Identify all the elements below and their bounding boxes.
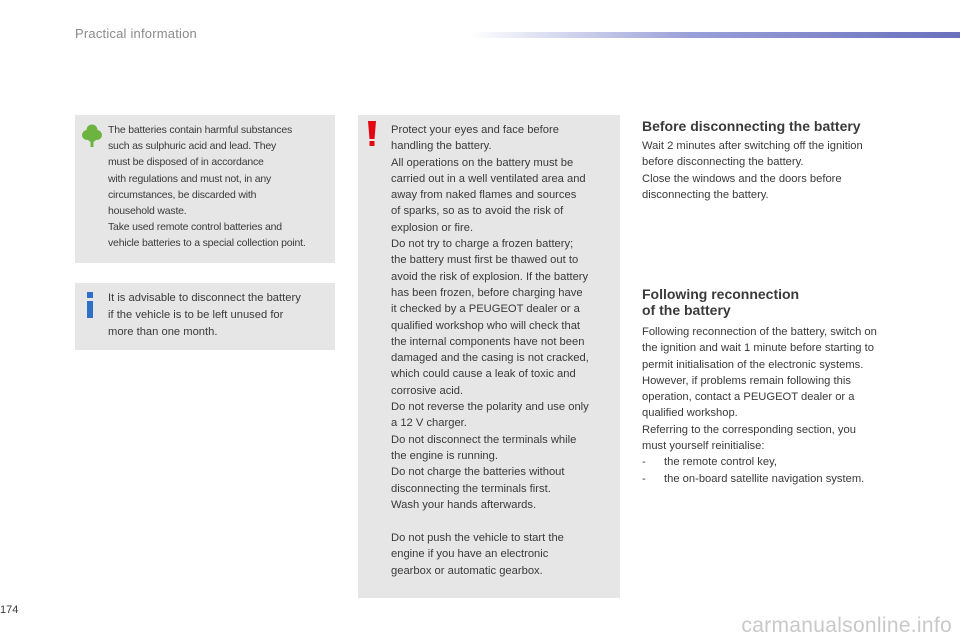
text-line: before disconnecting the battery. (642, 156, 804, 169)
text-line: explosion or fire. (391, 221, 474, 234)
text-line: Referring to the corresponding section, you (642, 423, 856, 436)
following-reconnection-text (642, 324, 908, 487)
text-line: All operations on the battery must be (391, 156, 574, 169)
text-line: qualified workshop. (642, 407, 738, 420)
list-item (642, 471, 908, 487)
text-line: However, if problems remain following this (642, 374, 851, 387)
text-line: vehicle batteries to a special collection point. (108, 237, 306, 250)
text-line: more than one month. (108, 326, 218, 338)
text-line: such as sulphuric acid and lead. They (108, 140, 277, 153)
text-line: gearbox or automatic gearbox. (391, 564, 543, 577)
tree-icon (82, 124, 102, 148)
section-title: Practical information (75, 26, 197, 41)
text-line: Wash your hands afterwards. (391, 498, 537, 511)
heading-line: of the battery (642, 302, 731, 318)
text-line: if the vehicle is to be left unused for (108, 309, 284, 321)
heading-line: Following reconnection (642, 286, 800, 302)
text-line: of sparks, so as to avoid the risk of (391, 205, 564, 218)
text-line: corrosive acid. (391, 384, 464, 397)
header-bar (470, 32, 960, 38)
text-line: Protect your eyes and face before (391, 124, 559, 136)
watermark: carmanualsonline.info (741, 614, 952, 637)
list-item (642, 454, 908, 470)
text-line: away from naked flames and sources (391, 189, 577, 202)
text-line: Do not push the vehicle to start the (391, 532, 564, 544)
info-note-text (108, 290, 330, 341)
text-line: avoid the risk of explosion. If the battery (391, 270, 589, 283)
environment-note-text (108, 122, 332, 252)
text-line: must yourself reinitialise: (642, 440, 765, 453)
warning-icon (367, 121, 377, 147)
text-line: handling the battery. (391, 140, 492, 153)
text-line: disconnecting the battery. (642, 188, 769, 201)
text-line: circumstances, be discarded with (108, 188, 257, 201)
text-line: Do not reverse the polarity and use only (391, 401, 589, 414)
text-line: disconnecting the terminals first. (391, 482, 551, 495)
text-line: it checked by a PEUGEOT dealer or a (391, 303, 580, 316)
warning-note-text-extra (391, 530, 613, 579)
text-line: It is advisable to disconnect the battery (108, 292, 301, 304)
text-line: engine if you have an electronic (391, 548, 549, 561)
text-line: Wait 2 minutes after switching off the ignition (642, 140, 863, 152)
text-line: the engine is running. (391, 449, 498, 462)
list-item-text: the on-board satellite navigation system. (664, 472, 865, 485)
text-line: must be disposed of in accordance (108, 156, 264, 169)
text-line: the battery must first be thawed out to (391, 254, 579, 267)
text-line: the ignition and wait 1 minute before starting to (642, 342, 874, 355)
text-line: Do not charge the batteries without (391, 466, 565, 479)
list-dash: - (642, 472, 646, 485)
text-line: the internal components have not been (391, 335, 585, 348)
following-reconnection-heading (642, 286, 862, 318)
info-icon (84, 292, 96, 318)
text-line: Close the windows and the doors before (642, 172, 842, 185)
text-line: Following reconnection of the battery, switch on (642, 326, 877, 338)
text-line: household waste. (108, 205, 187, 218)
text-line: a 12 V charger. (391, 417, 467, 430)
text-line: damaged and the casing is not cracked, (391, 352, 589, 365)
text-line: Do not try to charge a frozen battery; (391, 238, 574, 251)
warning-note-text (391, 122, 613, 513)
text-line: has been frozen, before charging have (391, 286, 583, 299)
before-disconnecting-heading: Before disconnecting the battery (642, 118, 861, 134)
text-line: carried out in a well ventilated area and (391, 172, 586, 185)
text-line: which could cause a leak of toxic and (391, 368, 576, 381)
text-line: Take used remote control batteries and (108, 221, 282, 234)
text-line: permit initialisation of the electronic systems. (642, 358, 864, 371)
text-line: operation, contact a PEUGEOT dealer or a (642, 391, 855, 404)
list-item-text: the remote control key, (664, 456, 777, 469)
list-dash: - (642, 456, 646, 469)
text-line: with regulations and must not, in any (108, 172, 272, 185)
page-number: 174 (0, 604, 19, 616)
text-line: The batteries contain harmful substances (108, 124, 293, 136)
text-line: qualified workshop who will check that (391, 319, 581, 332)
before-disconnecting-text (642, 138, 908, 203)
text-line: Do not disconnect the terminals while (391, 433, 577, 446)
